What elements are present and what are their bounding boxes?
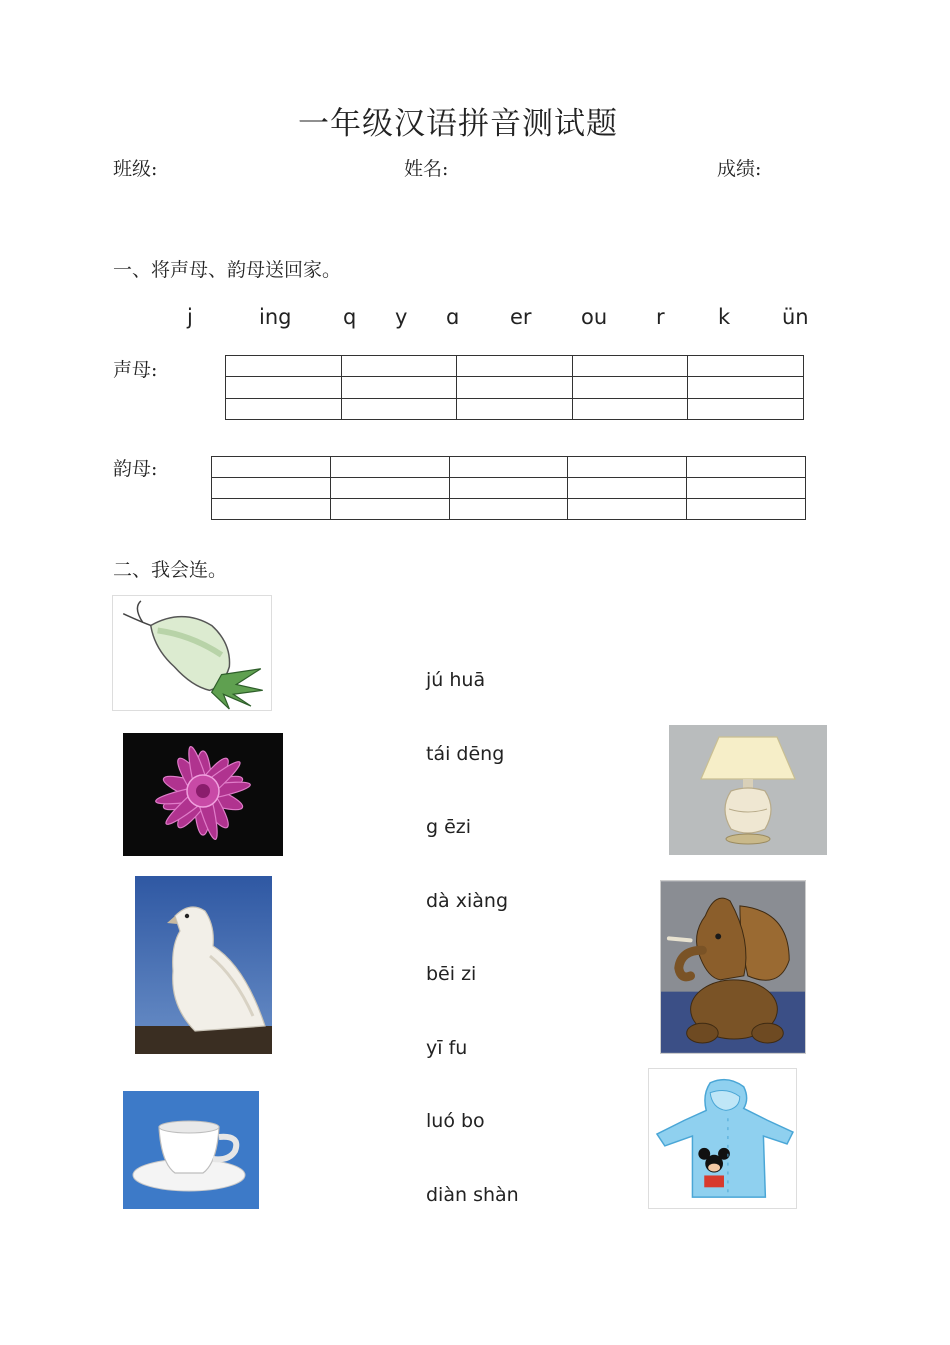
name-label: 姓名: — [404, 158, 449, 180]
grid-cell[interactable] — [688, 356, 804, 377]
section2-heading: 二、我会连。 — [113, 559, 228, 581]
pinyin-gezi[interactable]: g ēzi — [426, 816, 472, 838]
grid-cell[interactable] — [449, 499, 568, 520]
grid-cell[interactable] — [568, 457, 687, 478]
grid-cell[interactable] — [449, 478, 568, 499]
grid-cell[interactable] — [568, 478, 687, 499]
grid-cell[interactable] — [568, 499, 687, 520]
grid-cell[interactable] — [341, 356, 457, 377]
page-title: 一年级汉语拼音测试题 — [298, 106, 618, 142]
dove-picture[interactable] — [135, 876, 272, 1054]
grid-cell[interactable] — [226, 356, 342, 377]
grid-cell[interactable] — [688, 398, 804, 419]
grid-cell[interactable] — [212, 457, 331, 478]
grid-cell[interactable] — [457, 398, 573, 419]
grid-cell[interactable] — [572, 398, 688, 419]
yunmu-grid — [211, 456, 806, 520]
grid-cell[interactable] — [212, 499, 331, 520]
chrysanthemum-picture[interactable] — [123, 733, 283, 856]
grid-cell[interactable] — [212, 478, 331, 499]
pinyin-daxiang[interactable]: dà xiàng — [426, 890, 509, 912]
pinyin-luobo[interactable]: luó bo — [426, 1110, 485, 1132]
grid-cell[interactable] — [572, 356, 688, 377]
grid-cell[interactable] — [341, 377, 457, 398]
pinyin-dianshan[interactable]: diàn shàn — [426, 1184, 519, 1206]
elephant-picture[interactable] — [660, 880, 806, 1054]
grid-cell[interactable] — [687, 478, 806, 499]
score-label: 成绩: — [717, 158, 762, 180]
grid-cell[interactable] — [572, 377, 688, 398]
grid-cell[interactable] — [687, 457, 806, 478]
class-label: 班级: — [113, 158, 158, 180]
letter-ou: ou — [581, 305, 608, 329]
yunmu-label: 韵母: — [113, 458, 158, 480]
grid-cell[interactable] — [330, 457, 449, 478]
grid-cell[interactable] — [457, 377, 573, 398]
letter-ing: ing — [259, 305, 292, 329]
letter-j: j — [187, 305, 193, 329]
grid-cell[interactable] — [687, 499, 806, 520]
letter-k: k — [718, 305, 731, 329]
letter-row — [0, 305, 950, 335]
letter-y: y — [395, 305, 408, 329]
grid-cell[interactable] — [330, 499, 449, 520]
section1-heading: 一、将声母、韵母送回家。 — [113, 259, 342, 281]
letter-q: q — [343, 305, 357, 329]
letter-un: ün — [782, 305, 809, 329]
grid-cell[interactable] — [457, 356, 573, 377]
pinyin-beizi[interactable]: bēi zi — [426, 963, 477, 985]
shengmu-grid — [225, 355, 804, 420]
grid-cell[interactable] — [341, 398, 457, 419]
radish-picture[interactable] — [112, 595, 272, 711]
letter-r: r — [656, 305, 665, 329]
lamp-picture[interactable] — [669, 725, 827, 855]
grid-cell[interactable] — [226, 398, 342, 419]
cup-picture[interactable] — [123, 1091, 259, 1209]
raincoat-picture[interactable] — [648, 1068, 797, 1209]
pinyin-yifu[interactable]: yī fu — [426, 1037, 468, 1059]
pinyin-juhua[interactable]: jú huā — [426, 669, 486, 691]
grid-cell[interactable] — [688, 377, 804, 398]
shengmu-label: 声母: — [113, 359, 158, 381]
grid-cell[interactable] — [226, 377, 342, 398]
grid-cell[interactable] — [330, 478, 449, 499]
grid-cell[interactable] — [449, 457, 568, 478]
pinyin-taideng[interactable]: tái dēng — [426, 743, 505, 765]
letter-er: er — [510, 305, 532, 329]
letter-a: ɑ — [446, 305, 460, 329]
